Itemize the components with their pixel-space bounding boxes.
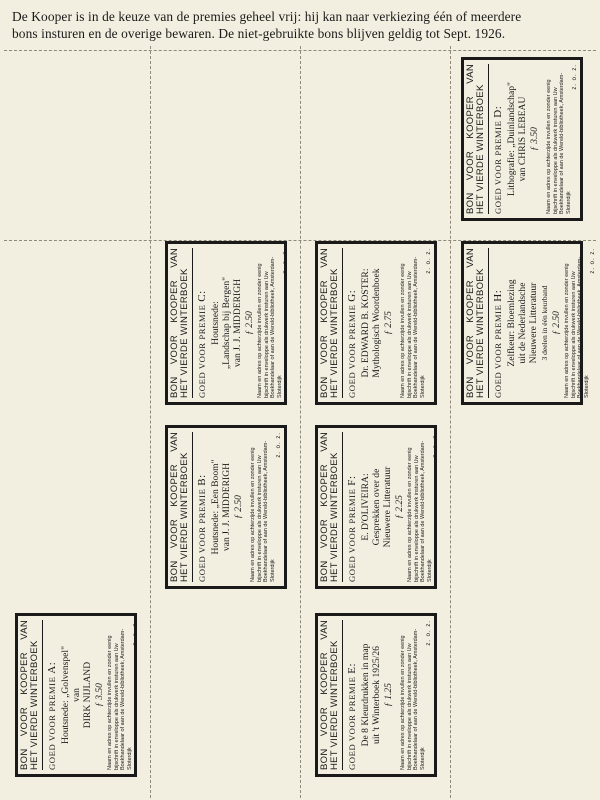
coupon-zoz: z. o. z. [426, 248, 432, 274]
coupon-fine-print: Naam en adres op achterzijde invullen en zonder eenig bijschrift in enveloppe als drukwerk insturen aan Uw Boekhandelaar of aan de Wereld-bibliotheek, Amsterdam-Sloterdijk [400, 256, 426, 398]
coupon-head-word: VOOR [169, 518, 180, 549]
premium-prefix: GOED VOOR PREMIE [493, 120, 503, 214]
coupon-header [320, 432, 343, 582]
coupon-head-word: KOOPER [319, 280, 330, 323]
coupon-title: Houtsnede: [210, 301, 221, 345]
coupon-zoz: z. o. z. [283, 248, 289, 274]
coupon-premium-label [492, 64, 504, 214]
coupon-subtitle: van CHRIS LEBEAU [517, 96, 528, 182]
premium-letter: A: [46, 661, 58, 674]
coupon-zoz: z. o. z. [426, 620, 432, 646]
perforation-line [4, 50, 596, 51]
coupon-head-word: VAN [169, 248, 180, 268]
coupon-head-word: VAN [169, 432, 180, 452]
premium-letter: C: [196, 290, 208, 302]
coupon-head-word: BON [319, 376, 330, 398]
coupon-price: ƒ 2.50 [234, 495, 244, 519]
coupon-premium-label [196, 248, 208, 398]
coupon-price: ƒ 2.50 [245, 311, 255, 335]
coupon-premium-label [492, 248, 504, 398]
coupon-slot [454, 240, 596, 406]
perforation-line [450, 46, 451, 798]
coupon-slot [308, 424, 444, 590]
coupon-head-line: HET VIERDE WINTERBOEK [329, 640, 340, 770]
coupon-title: Zelfkeur: Bloemlezing [506, 279, 517, 367]
perforation-line [300, 46, 301, 798]
coupon-head-line: HET VIERDE WINTERBOEK [29, 640, 40, 770]
coupon-subtitle: Gesprekken over de [371, 468, 382, 546]
coupon-price: ƒ 3.50 [530, 127, 540, 151]
coupon-head-word: BON [19, 748, 30, 770]
coupon-subtitle: van [71, 688, 82, 702]
premium-coupon [461, 241, 596, 405]
coupon-head-word: VAN [319, 620, 330, 640]
coupon-head-word: BON [465, 192, 476, 214]
coupon-premium-label [346, 248, 358, 398]
coupon-fine-print: Naam en adres op achterzijde invullen en zonder eenig bijschrift in enveloppe als drukwerk insturen aan Uw Boekhandelaar of aan de Wereld-bibliotheek, Amsterdam-Sloterdijk [250, 440, 276, 582]
coupon-head-word: BON [169, 560, 180, 582]
perforation-line [150, 46, 151, 798]
coupon-header [320, 620, 343, 770]
coupon-zoz: z. o. z. [572, 64, 578, 90]
coupon-fine-print: Naam en adres op achterzijde invullen en zonder eenig bijschrift in enveloppe als drukwerk insturen aan Uw Boekhandelaar of aan de Wereld-bibliotheek, Amsterdam-Sloterdijk [407, 440, 433, 582]
coupon-title: Dr. EDWARD B. KOSTER: [360, 268, 371, 378]
premium-coupon [165, 241, 287, 405]
instructions-header: De Kooper is in de keuze van de premies geheel vrij: hij kan naar verkiezing één of meerdere bons insturen en de overige bewaren. De niet-gebruikte bons blijven geldig tot Sept. 1926. [12, 9, 522, 41]
coupon-author: van J. J. MIDDERIGH [232, 278, 243, 368]
coupon-head-word: KOOPER [319, 652, 330, 695]
premium-coupon [165, 425, 287, 589]
coupon-author: Nieuwere Litteratuur [528, 282, 539, 364]
coupon-head-word: BON [465, 376, 476, 398]
premium-prefix: GOED VOOR PREMIE [347, 304, 357, 398]
coupon-header [170, 432, 193, 582]
premium-prefix: GOED VOOR PREMIE [493, 304, 503, 398]
coupon-head-word: KOOPER [465, 96, 476, 139]
coupon-title: E. D'OLIVEIRA: [360, 473, 371, 541]
coupon-head-line: HET VIERDE WINTERBOEK [329, 452, 340, 582]
coupon-head-word: KOOPER [169, 280, 180, 323]
coupon-fine-print: Naam en adres op achterzijde invullen en zonder eenig bijschrift in enveloppe als drukwerk insturen aan Uw Boekhandelaar of aan de Wereld-bibliotheek, Amsterdam-Sloterdijk [400, 628, 426, 770]
coupon-header [20, 620, 43, 770]
premium-letter: G: [346, 289, 358, 302]
coupon-head-word: BON [319, 560, 330, 582]
coupon-note: 3 deelen in één keurband [540, 285, 549, 361]
coupon-head-word: VOOR [319, 518, 330, 549]
coupon-fine-print: Naam en adres op achterzijde invullen en zonder eenig bijschrift in enveloppe als drukwerk insturen aan Uw Boekhandelaar of aan de Wereld-bibliotheek, Amsterdam-Sloterdijk [564, 256, 590, 398]
coupon-price: ƒ 2.75 [384, 311, 394, 335]
coupon-head-line: HET VIERDE WINTERBOEK [475, 268, 486, 398]
coupon-header [320, 248, 343, 398]
coupon-head-line: HET VIERDE WINTERBOEK [329, 268, 340, 398]
premium-prefix: GOED VOOR PREMIE [347, 676, 357, 770]
premium-letter: H: [492, 289, 504, 302]
coupon-header [466, 64, 489, 214]
premium-coupon [315, 241, 437, 405]
coupon-head-word: KOOPER [169, 464, 180, 507]
premium-prefix: GOED VOOR PREMIE [347, 488, 357, 582]
coupon-head-word: VOOR [319, 706, 330, 737]
coupon-head-word: VAN [465, 64, 476, 84]
coupon-head-word: VAN [319, 248, 330, 268]
coupon-premium-label [346, 620, 358, 770]
coupon-subtitle: van J. J. MIDDERIGH [221, 462, 232, 552]
coupon-slot [308, 240, 444, 406]
coupon-fine-print: Naam en adres op achterzijde invullen en zonder eenig bijschrift in enveloppe als drukwerk insturen aan Uw Boekhandelaar of aan de Wereld-bibliotheek, Amsterdam-Sloterdijk [107, 628, 133, 770]
premium-letter: F: [346, 475, 358, 486]
coupon-head-word: BON [319, 748, 330, 770]
coupon-title: Houtsnede: „Een Boom" [210, 459, 221, 555]
coupon-premium-label [46, 620, 58, 770]
premium-coupon [315, 613, 437, 777]
coupon-subtitle: Mythologisch Woordenboek [371, 268, 382, 378]
coupon-subtitle: uit 't Winterboek 1925/26 [371, 646, 382, 744]
coupon-slot [158, 424, 294, 590]
coupon-title: Houtsnede: „Golvenspel" [60, 646, 71, 744]
coupon-head-word: KOOPER [19, 652, 30, 695]
coupon-header [170, 248, 193, 398]
premium-coupon [315, 425, 437, 589]
coupon-head-word: VOOR [319, 334, 330, 365]
coupon-head-line: HET VIERDE WINTERBOEK [475, 84, 486, 214]
coupon-fine-print: Naam en adres op achterzijde invullen en zonder eenig bijschrift in enveloppe als drukwerk insturen aan Uw Boekhandelaar of aan de Wereld-bibliotheek, Amsterdam-Sloterdijk [546, 72, 572, 214]
coupon-head-word: VOOR [465, 334, 476, 365]
coupon-head-line: HET VIERDE WINTERBOEK [179, 452, 190, 582]
coupon-author: Nieuwere Litteratuur [382, 466, 393, 548]
coupon-head-word: VOOR [19, 706, 30, 737]
coupon-price: ƒ 2.25 [395, 495, 405, 519]
coupon-premium-label [346, 432, 358, 582]
coupon-price: ƒ 3.50 [95, 683, 105, 707]
coupon-zoz: z. o. z. [276, 432, 282, 458]
coupon-zoz: z. o. z. [590, 248, 596, 274]
coupon-head-word: VAN [19, 620, 30, 640]
coupon-head-word: VOOR [465, 150, 476, 181]
coupon-head-word: BON [169, 376, 180, 398]
coupon-head-word: VAN [319, 432, 330, 452]
coupon-head-word: KOOPER [319, 464, 330, 507]
coupon-slot [158, 240, 294, 406]
premium-letter: D: [492, 105, 504, 118]
coupon-head-word: VOOR [169, 334, 180, 365]
premium-letter: E: [346, 662, 358, 674]
coupon-zoz: z. o. z. [433, 432, 439, 458]
coupon-header [466, 248, 489, 398]
premium-prefix: GOED VOOR PREMIE [197, 304, 207, 398]
coupon-title: Lithografie: „Duinlandschap" [506, 82, 517, 196]
premium-prefix: GOED VOOR PREMIE [47, 676, 57, 770]
premium-coupon [15, 613, 137, 777]
coupon-fine-print: Naam en adres op achterzijde invullen en zonder eenig bijschrift in enveloppe als drukwerk insturen aan Uw Boekhandelaar of aan de Wereld-bibliotheek, Amsterdam-Sloterdijk [257, 256, 283, 398]
premium-letter: B: [196, 474, 208, 486]
premium-coupon [461, 57, 583, 221]
coupon-title: De 8 Kleurdrukken in map [360, 643, 371, 747]
coupon-subtitle: uit de Nederlandsche [517, 282, 528, 364]
coupon-price: ƒ 1.25 [384, 683, 394, 707]
coupon-price: ƒ 2.50 [552, 311, 562, 335]
coupon-head-line: HET VIERDE WINTERBOEK [179, 268, 190, 398]
coupon-slot [454, 56, 590, 222]
coupon-author: DIRK NIJLAND [82, 661, 93, 729]
coupon-slot [8, 612, 144, 778]
coupon-zoz: z. o. z. [133, 620, 139, 646]
coupon-head-word: KOOPER [465, 280, 476, 323]
coupon-subtitle: „Landschap bij Bergen" [221, 276, 232, 370]
coupon-slot [308, 612, 444, 778]
coupon-head-word: VAN [465, 248, 476, 268]
premium-prefix: GOED VOOR PREMIE [197, 488, 207, 582]
coupon-premium-label [196, 432, 208, 582]
